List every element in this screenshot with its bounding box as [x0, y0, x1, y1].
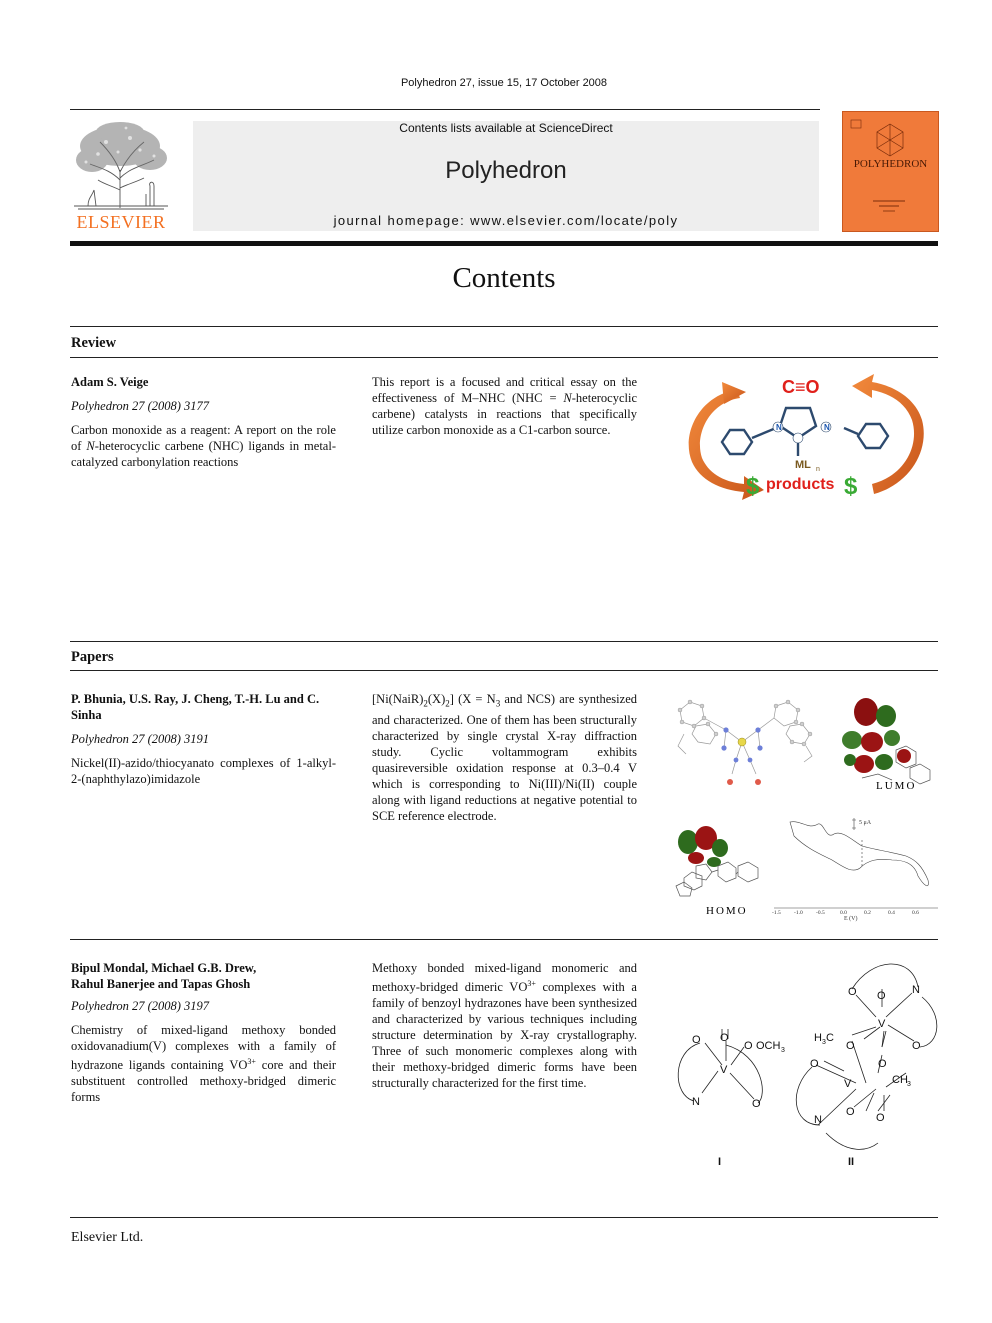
elsevier-logo[interactable] [70, 120, 172, 232]
atom-v: V [844, 1078, 852, 1090]
atom-o: O [744, 1040, 753, 1052]
lumo-label: LUMO [876, 780, 917, 792]
structure-label-i: I [718, 1156, 722, 1168]
atom-n: N [692, 1096, 700, 1108]
paper2-abstract [372, 960, 637, 1091]
page-title: Contents [452, 262, 556, 294]
abstract-part: and NCS) are synthesized and characterized. One of them has been structurally characterized by single crystal X-ray diffraction study. Cyclic voltammogram exhibits quasireversible oxidation response at 0.3–0.4 V which is corresponding to Ni(III)/Ni(II) couple along with ligand reductions at negative potential to SCE reference electrode. [372, 692, 637, 823]
entry-citation[interactable]: Polyhedron 27 (2008) 3191 [71, 732, 210, 746]
entry-authors-line1: Bipul Mondal, Michael G.B. Drew, [71, 961, 257, 975]
entry-authors: Adam S. Veige [71, 375, 149, 389]
atom-n: N [814, 1114, 822, 1126]
formula-part: (X) [427, 692, 446, 706]
paper1-meta [71, 691, 336, 787]
atom-o: O [720, 1032, 729, 1044]
journal-banner [193, 121, 819, 231]
entry-authors-line2: Rahul Banerjee and Tapas Ghosh [71, 977, 251, 991]
crystal-structure-diagram [666, 690, 942, 922]
title-italic: N [86, 439, 95, 453]
och3-label: OCH [756, 1040, 781, 1052]
journal-cover[interactable] [842, 111, 939, 232]
abstract-italic: N [563, 391, 572, 405]
atom-o: O [877, 990, 886, 1002]
cv-tick: 0.6 [912, 910, 919, 916]
nhc-n-right: N [824, 423, 830, 432]
review-heading: Review [71, 335, 117, 351]
formula-part: [Ni(NaiR) [372, 692, 424, 706]
atom-o: O [692, 1034, 701, 1046]
cover-polyhedron-icon [843, 112, 938, 231]
ml-subscript: n [816, 466, 820, 473]
entry-citation[interactable]: Polyhedron 27 (2008) 3177 [71, 399, 210, 413]
title-part: -heterocyclic carbene (NHC) ligands in metal-catalyzed carbonylation reactions [71, 439, 336, 469]
ch3-label: CH [892, 1074, 908, 1086]
atom-o: O [846, 1040, 855, 1052]
atom-o: O [752, 1098, 761, 1110]
abstract-sup: 3+ [527, 979, 536, 988]
ch3-sub: 3 [907, 1081, 911, 1088]
atom-o: O [878, 1058, 887, 1070]
atom-n: N [912, 984, 920, 996]
elsevier-wordmark: ELSEVIER [76, 212, 166, 232]
atom-v: V [720, 1064, 728, 1076]
dollar-left: $ [746, 473, 760, 500]
footer-rule [70, 1217, 938, 1218]
papers-bottom-rule [70, 670, 938, 671]
structure-label-ii: II [848, 1156, 855, 1168]
cv-tick: -1.0 [794, 910, 803, 916]
dollar-right: $ [844, 473, 858, 500]
cv-tick: 0.2 [864, 910, 871, 916]
title-part: Chemistry of mixed-ligand methoxy bonded oxidovanadium(V) complexes with a family of hydrazone ligands containing VO [71, 1023, 336, 1073]
issue-line: Polyhedron 27, issue 15, 17 October 2008 [400, 77, 608, 89]
nhc-cycle-diagram [682, 372, 937, 504]
paper2-graphic [668, 955, 942, 1170]
entry-abstract [372, 374, 637, 438]
h3c-c: C [826, 1032, 834, 1044]
h3c-h: H [814, 1032, 822, 1044]
atom-o: O [876, 1112, 885, 1124]
review-graphic [682, 372, 937, 504]
cv-tick: 0.4 [888, 910, 895, 916]
atom-o: O [848, 986, 857, 998]
h3c-sub: 3 [822, 1039, 826, 1046]
vanadium-structures-diagram [668, 955, 942, 1170]
atom-o: O [810, 1058, 819, 1070]
contents-available[interactable]: Contents lists available at ScienceDirect [399, 121, 613, 135]
products-label: products [766, 476, 835, 493]
header-top-rule [70, 109, 820, 110]
formula-part: ] (X = N [449, 692, 496, 706]
cv-scale-label: 5 μA [859, 820, 872, 826]
entry-citation[interactable]: Polyhedron 27 (2008) 3197 [71, 999, 210, 1013]
abstract-part: Methoxy bonded mixed-ligand monomeric and methoxy-bridged dimeric VO [372, 961, 637, 995]
title-part: Carbon monoxide as a reagent: A report on the role of [71, 423, 336, 453]
paper1-graphic [666, 690, 942, 922]
cover-title: POLYHEDRON [853, 158, 928, 170]
paper1-abstract [372, 691, 637, 824]
cv-tick: -1.5 [772, 910, 781, 916]
nhc-n-left: N [776, 423, 782, 432]
abstract-part: complexes with a family of benzoyl hydrazones have been synthesized and characterized by various techniques including structure determination by X-ray crystallography. Three of such monomeric complexes along with their methoxy-bridged dimeric forms have been structurally characterized for the first time. [372, 980, 637, 1091]
atom-o: O [912, 1040, 921, 1052]
papers-top-rule [70, 641, 938, 642]
formula-sub: 3 [495, 698, 501, 709]
header-thick-rule [70, 241, 938, 246]
homo-label: HOMO [706, 905, 748, 917]
cv-tick: 0.0 [840, 910, 847, 916]
title-sup: 3+ [247, 1057, 256, 1066]
atom-v: V [878, 1018, 886, 1030]
atom-o: O [846, 1106, 855, 1118]
review-bottom-rule [70, 357, 938, 358]
formula-sub: 2 [445, 698, 450, 709]
abstract-part: -heterocyclic carbene) catalysts in reactions that specifically utilize carbon monoxide as a C1-carbon source. [372, 391, 637, 437]
abstract-part: This report is a focused and critical essay on the effectiveness of M–NHC (NHC = [372, 375, 637, 405]
co-label: C≡O [782, 377, 820, 397]
journal-homepage[interactable]: journal homepage: www.elsevier.com/locate/poly [333, 213, 679, 228]
entry-authors: P. Bhunia, U.S. Ray, J. Cheng, T.-H. Lu and C. Sinha [71, 692, 320, 722]
papers-heading: Papers [71, 649, 114, 665]
entry-title[interactable]: Nickel(II)-azido/thiocyanato complexes of 1-alkyl-2-(naphthylazo)imidazole [71, 756, 336, 786]
title-part: core and their substituent controlled methoxy-bridged dimeric forms [71, 1058, 336, 1105]
review-entry-meta [71, 374, 336, 470]
ml-label: ML [795, 459, 811, 471]
entry-title[interactable] [71, 422, 336, 470]
cv-tick: -0.5 [816, 910, 825, 916]
elsevier-tree-icon [70, 120, 172, 212]
cv-axis-label: E (V) [844, 916, 858, 922]
och3-sub: 3 [781, 1047, 785, 1054]
paper-separator [70, 939, 938, 940]
paper2-meta [71, 960, 336, 1105]
review-top-rule [70, 326, 938, 327]
entry-title[interactable] [71, 1022, 336, 1105]
formula-sub: 2 [423, 698, 428, 709]
footer-publisher: Elsevier Ltd. [71, 1230, 144, 1245]
journal-name[interactable]: Polyhedron [445, 157, 567, 184]
